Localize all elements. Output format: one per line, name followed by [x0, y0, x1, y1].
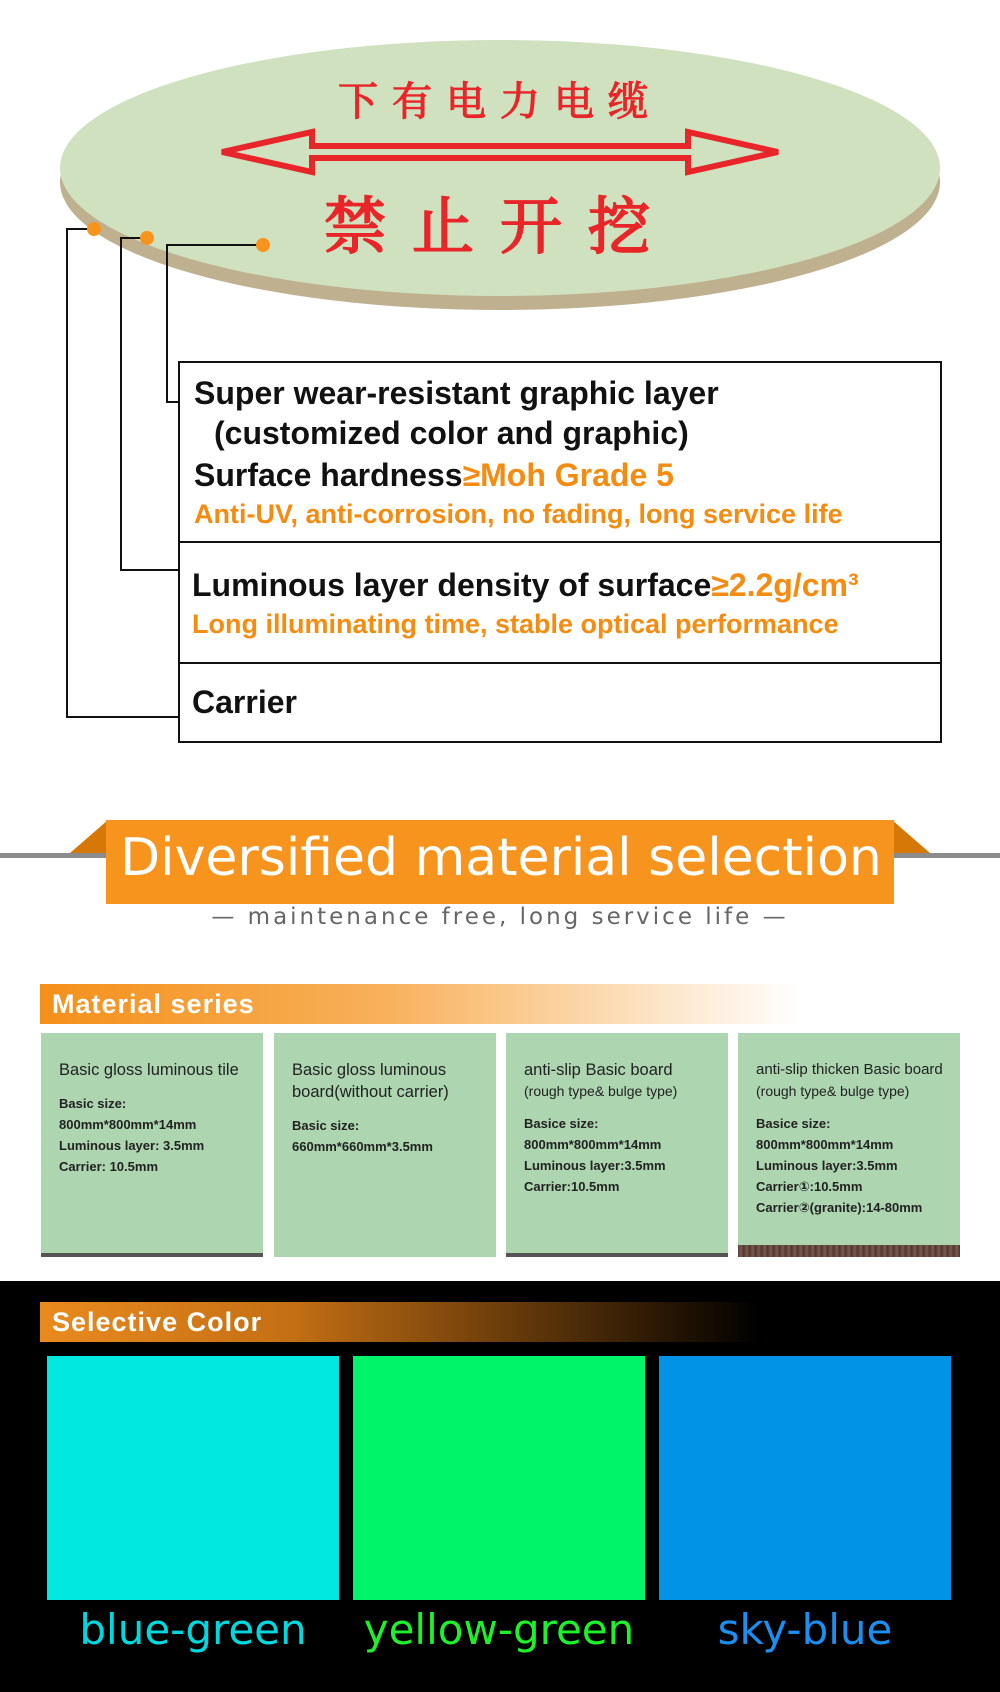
color-swatch-sky-blue	[659, 1356, 951, 1600]
material-card-edge	[506, 1253, 728, 1257]
leader-line-carrier-vertical	[66, 330, 68, 718]
material-card-specs: Basice size: 800mm*800mm*14mm Luminous layer:3.5mm Carrier:10.5mm	[524, 1116, 666, 1194]
material-card-specs: Basic size: 660mm*660mm*3.5mm	[292, 1118, 433, 1154]
material-card-title: anti-slip Basic board	[524, 1061, 673, 1079]
material-card-title: anti-slip thicken Basic board	[756, 1061, 943, 1078]
color-label-yellow-green: yellow-green	[363, 1605, 635, 1654]
material-card-specs: Basice size: 800mm*800mm*14mm Luminous layer:3.5mm Carrier①:10.5mm Carrier②(granite):14-80mm	[756, 1116, 923, 1215]
material-card-granite-edge	[738, 1245, 960, 1257]
layer-dot-graphic	[256, 238, 270, 252]
color-swatch-yellow-green	[353, 1356, 645, 1600]
luminous-density-line	[192, 565, 859, 605]
carrier-layer-box	[178, 662, 942, 743]
luminous-density-value: ≥2.2g/cm³	[711, 567, 859, 603]
graphic-layer-subtitle: (customized color and graphic)	[214, 415, 689, 451]
material-card-subtitle: (rough type& bulge type)	[524, 1083, 678, 1099]
leader-line-luminous-horizontal	[120, 569, 178, 571]
graphic-layer-title: Super wear-resistant graphic layer	[194, 375, 719, 411]
surface-hardness-line	[194, 455, 674, 495]
graphic-layer-features: Anti-UV, anti-corrosion, no fading, long service life	[194, 499, 843, 529]
surface-hardness-value: ≥Moh Grade 5	[462, 457, 674, 493]
surface-hardness-label: Surface hardness	[194, 457, 463, 493]
luminous-layer-box	[178, 541, 942, 663]
banner-subtitle: — maintenance free, long service life —	[211, 904, 789, 930]
leader-line-carrier-horizontal	[66, 716, 178, 718]
banner-title: Diversified material selection	[120, 828, 882, 888]
material-card	[274, 1033, 496, 1257]
color-label-sky-blue: sky-blue	[717, 1605, 893, 1654]
material-card	[738, 1033, 960, 1257]
leader-line-graphic-horizontal	[166, 401, 178, 403]
color-label-blue-green: blue-green	[79, 1605, 307, 1654]
luminous-layer-features: Long illuminating time, stable optical performance	[192, 609, 839, 639]
color-swatch-blue-green	[47, 1356, 339, 1600]
graphic-layer-box	[178, 361, 942, 542]
selective-color-heading: Selective Color	[40, 1302, 760, 1342]
layer-dot-carrier	[87, 222, 101, 236]
leader-line-luminous-vertical	[120, 330, 122, 571]
material-series-heading: Material series	[40, 984, 800, 1024]
carrier-layer-title: Carrier	[192, 684, 297, 720]
leader-line-graphic-vertical	[166, 330, 168, 403]
banner-fold-right	[892, 820, 930, 853]
luminous-density-label: Luminous layer density of surface	[192, 567, 712, 603]
material-card	[41, 1033, 263, 1257]
material-card-edge	[41, 1253, 263, 1257]
material-card-title: Basic gloss luminous board(without carrier)	[292, 1061, 449, 1101]
luminous-tile-illustration	[0, 0, 1000, 330]
material-card-title: Basic gloss luminous tile	[59, 1061, 239, 1079]
tile-warning-line2: 禁止开挖	[323, 190, 677, 263]
banner-rule-left	[0, 853, 110, 858]
layer-dot-luminous	[140, 231, 154, 245]
material-card-subtitle: (rough type& bulge type)	[756, 1083, 910, 1099]
banner-fold-left	[70, 820, 108, 853]
banner-rule-right	[890, 853, 1000, 858]
tile-warning-line1: 下有电力电缆	[338, 79, 662, 125]
material-card-specs: Basic size: 800mm*800mm*14mm Luminous layer: 3.5mm Carrier: 10.5mm	[59, 1096, 205, 1174]
material-card	[506, 1033, 728, 1257]
